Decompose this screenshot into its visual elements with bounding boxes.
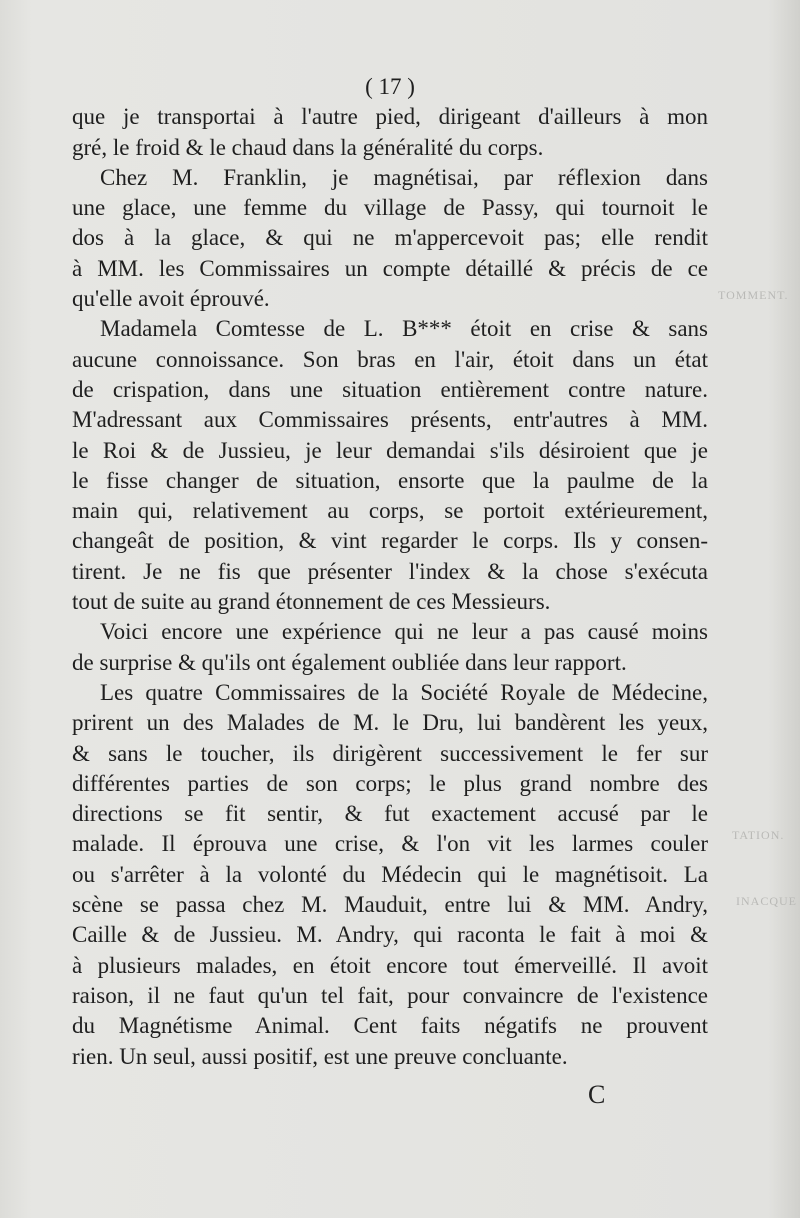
text-line: Les quatre Commissaires de la Société Royale de Médecine, — [100, 679, 708, 705]
text-line: malade. Il éprouva une crise, & l'on vit les larmes couler — [72, 831, 708, 857]
text-line: tirent. Je ne fis que présenter l'index & la chose s'exécuta — [72, 558, 708, 584]
text-line: scène se passa chez M. Mauduit, entre lui & MM. Andry, — [72, 892, 708, 918]
bleed-through-text: TOMMENT. — [718, 288, 789, 302]
text-line: le fisse changer de situation, ensorte que la paulme de la — [72, 467, 708, 493]
text-line: M'adressant aux Commissaires présents, entr'autres à MM. — [72, 407, 708, 433]
text-line: une glace, une femme du village de Passy, qui tournoit le — [72, 195, 708, 221]
text-line: Caille & de Jussieu. M. Andry, qui raconta le fait à moi & — [72, 922, 708, 948]
text-line: de surprise & qu'ils ont également oubliée dans leur rapport. — [72, 649, 627, 675]
signature-mark: C — [588, 1080, 606, 1109]
text-line: que je transportai à l'autre pied, dirigeant d'ailleurs à mon — [72, 104, 708, 130]
text-line: à MM. les Commissaires un compte détaillé & précis de ce — [72, 255, 708, 281]
text-line: ou s'arrêter à la volonté du Médecin qui le magnétisoit. La — [72, 861, 708, 887]
text-line: raison, il ne faut qu'un tel fait, pour convaincre de l'existence — [72, 982, 708, 1008]
text-line: différentes parties de son corps; le plus grand nombre des — [72, 770, 708, 796]
text-line: à plusieurs malades, en étoit encore tout émerveillé. Il avoit — [72, 952, 708, 978]
text-line: dos à la glace, & qui ne m'appercevoit pas; elle rendit — [72, 225, 708, 251]
page-body — [72, 72, 708, 1072]
page-number: ( 17 ) — [365, 74, 415, 99]
text-line: gré, le froid & le chaud dans la généralité du corps. — [72, 134, 544, 160]
text-line: de crispation, dans une situation entièrement contre nature. — [72, 376, 708, 402]
text-line: qu'elle avoit éprouvé. — [72, 286, 270, 312]
bleed-through-text: INACQUE — [736, 894, 797, 908]
text-line: Chez M. Franklin, je magnétisai, par réflexion dans — [100, 164, 708, 190]
text-line: changeât de position, & vint regarder le corps. Ils y consen- — [72, 528, 708, 554]
text-line: prirent un des Malades de M. le Dru, lui bandèrent les yeux, — [72, 710, 708, 736]
text-line: Voici encore une expérience qui ne leur a pas causé moins — [100, 619, 708, 645]
text-line: & sans le toucher, ils dirigèrent successivement le fer sur — [72, 740, 708, 766]
text-line: rien. Un seul, aussi positif, est une preuve concluante. — [72, 1043, 568, 1069]
text-line: tout de suite au grand étonnement de ces Messieurs. — [72, 589, 551, 615]
text-line: du Magnétisme Animal. Cent faits négatifs ne prouvent — [72, 1013, 708, 1039]
text-line: main qui, relativement au corps, se portoit extérieurement, — [72, 498, 708, 524]
text-line: directions se fit sentir, & fut exactement accusé par le — [72, 801, 708, 827]
text-line: Madamela Comtesse de L. B*** étoit en crise & sans — [100, 316, 708, 342]
text-lines — [72, 102, 708, 1072]
text-line: le Roi & de Jussieu, je leur demandai s'ils désiroient que je — [72, 437, 708, 463]
text-line: aucune connoissance. Son bras en l'air, étoit dans un état — [72, 346, 708, 372]
bleed-through-text: TATION. — [732, 828, 785, 842]
